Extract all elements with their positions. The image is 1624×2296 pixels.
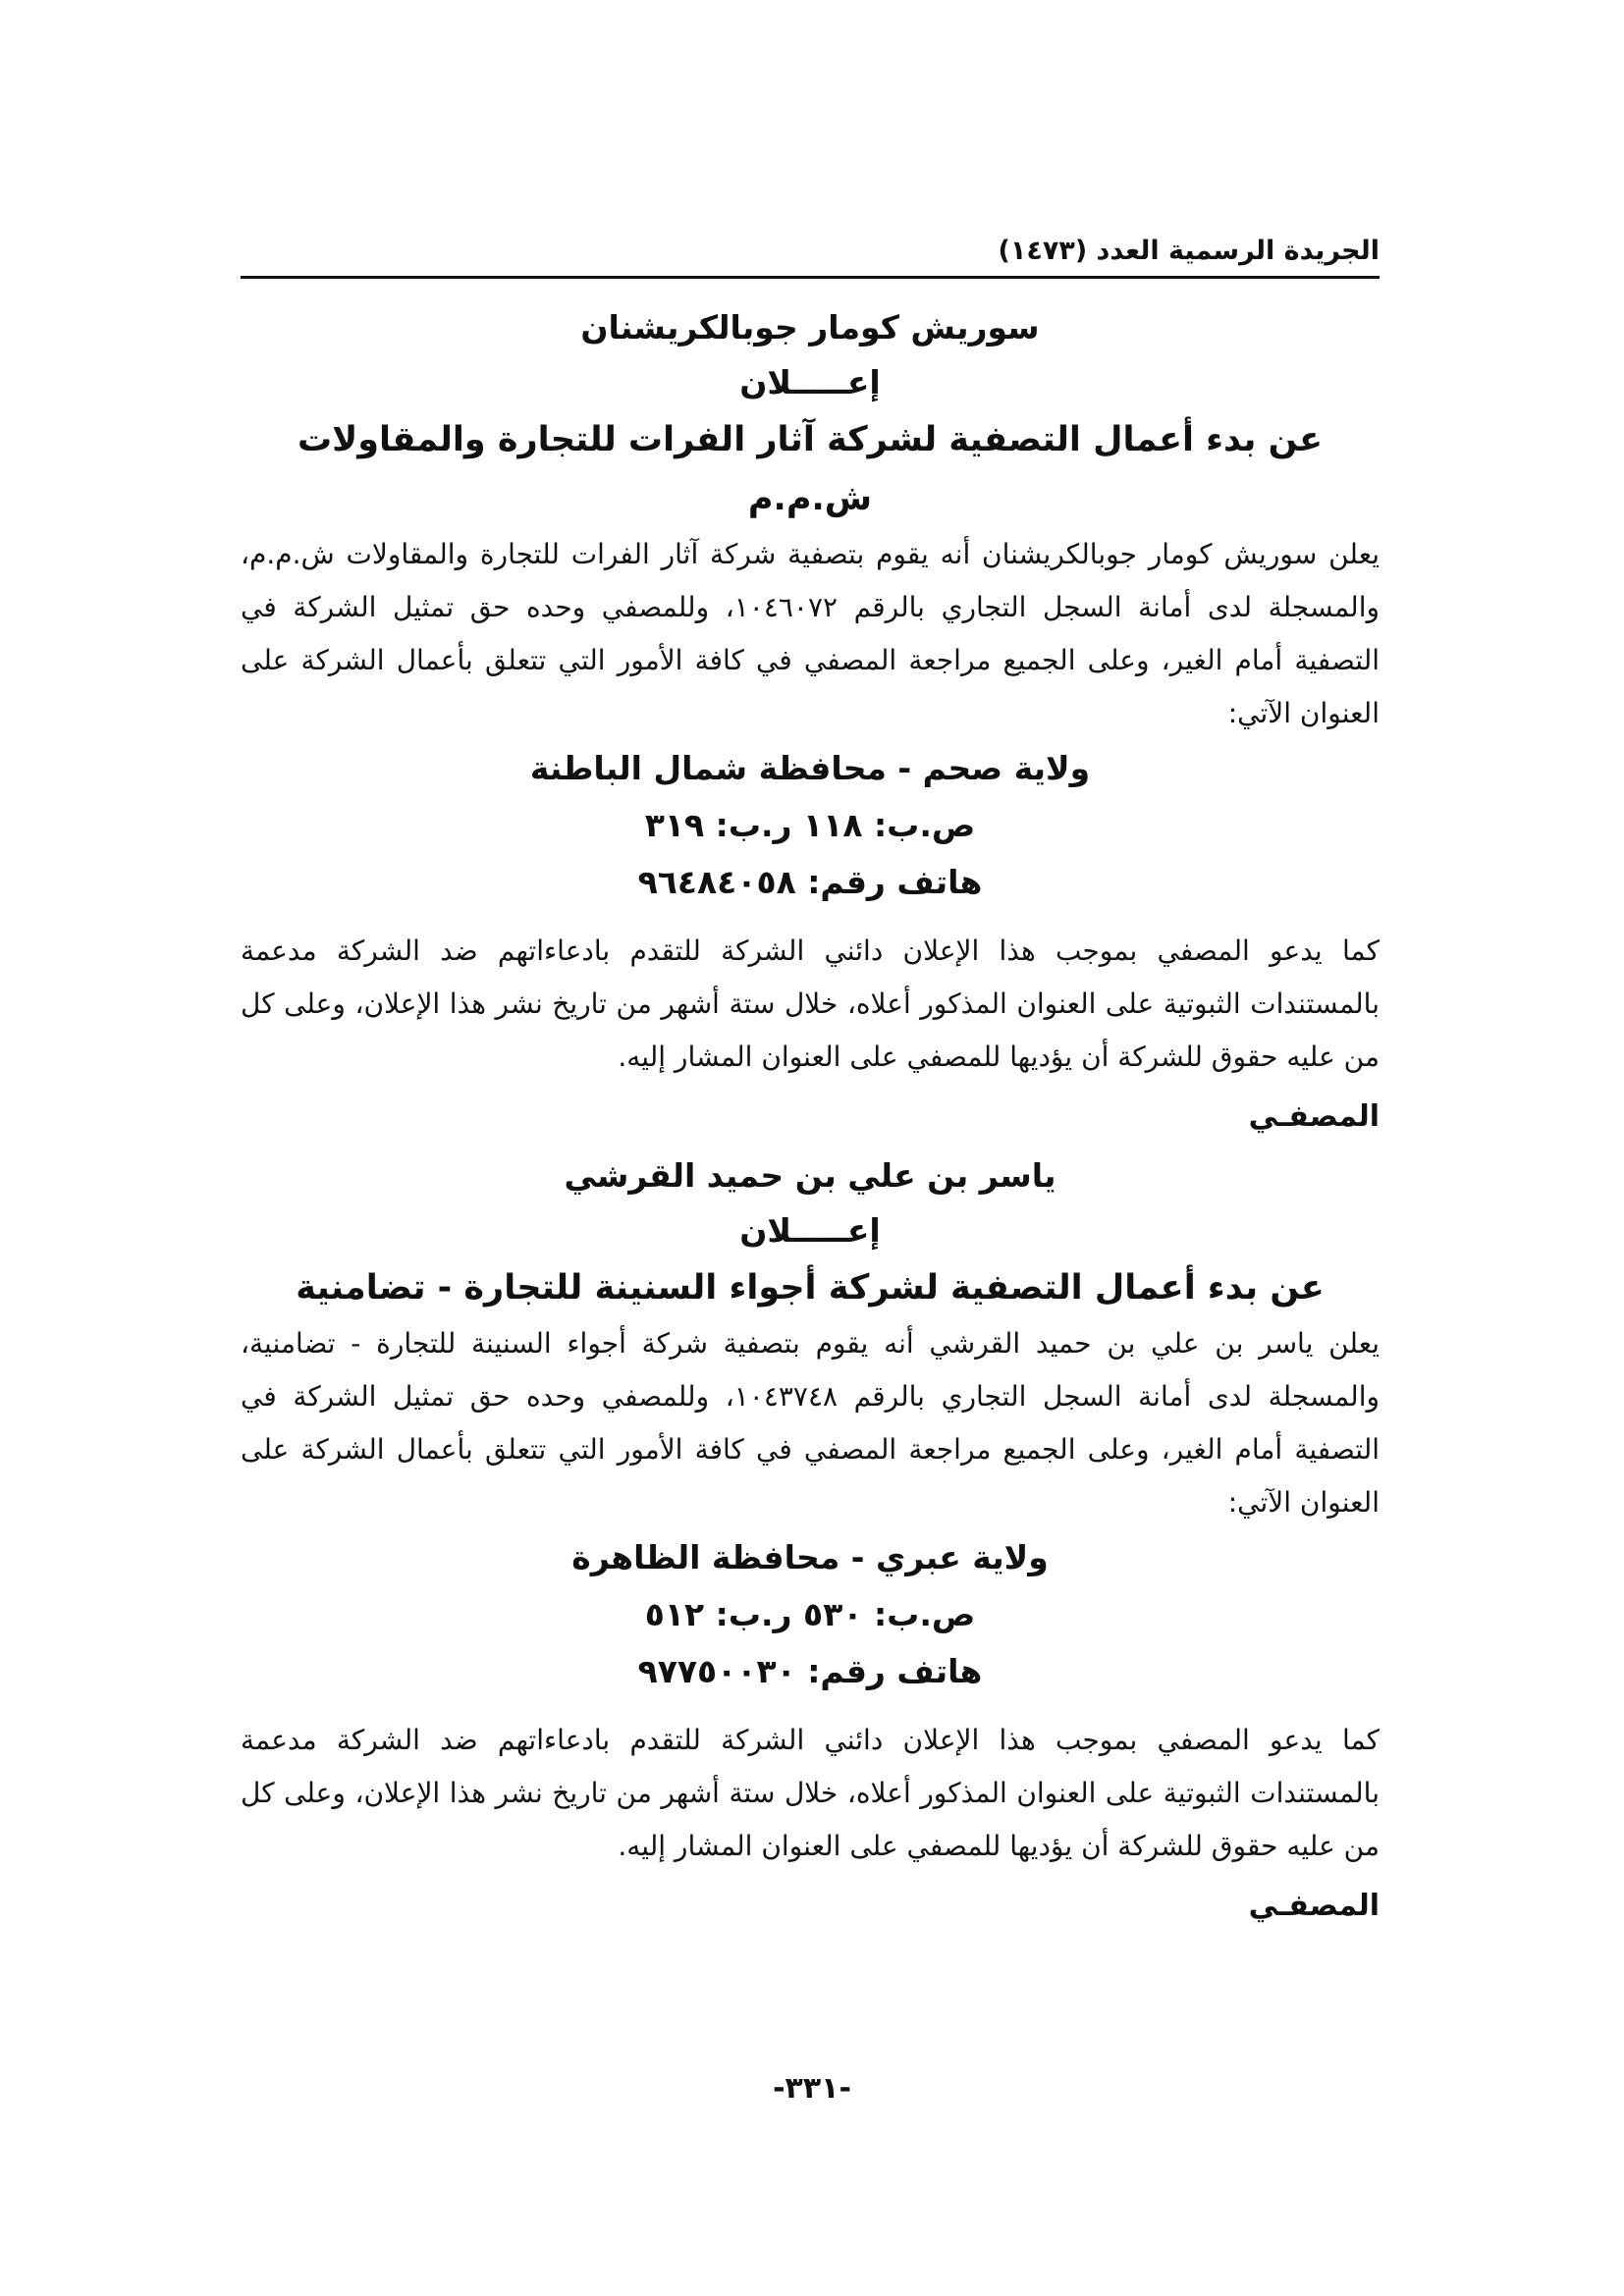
gazette-page (241, 236, 1380, 1938)
notice-closing: كما يدعو المصفي بموجب هذا الإعلان دائني الشركة للتقدم بادعاءاتهم ضد الشركة مدعمة بالمستندات الثبوتية على العنوان المذكور أعلاه، خلال ستة أشهر من تاريخ نشر هذا الإعلان، وعلى كل من عليه حقوق للشركة أن يؤديها للمصفي على العنوان المشار إليه. (241, 1724, 1380, 1862)
notice-body: يعلن سوريش كومار جوبالكريشنان أنه يقوم بتصفية شركة آثار الفرات للتجارة والمقاولات ش.م.م، والمسجلة لدى أمانة السجل التجاري بالرقم ١٠٤٦٠٧٢، وللمصفي وحده حق تمثيل الشركة في التصفية أمام الغير، وعلى الجميع مراجعة المصفي في كافة الأمور التي تتعلق بأعمال الشركة على العنوان الآتي: (241, 538, 1380, 729)
liquidator-name: ياسر بن علي بن حميد القرشي (564, 1156, 1056, 1195)
notice-address: ولاية عبري - محافظة الظاهرة (571, 1538, 1049, 1576)
notice-address: ولاية صحم - محافظة شمال الباطنة (529, 749, 1091, 787)
notice-phone: هاتف رقم: ٩٧٧٥٠٠٣٠ (637, 1652, 983, 1690)
notice-label: إعـــــلان (739, 1211, 881, 1250)
notice-po-box: ص.ب: ٥٣٠ ر.ب: ٥١٢ (644, 1595, 976, 1633)
notice-closing: كما يدعو المصفي بموجب هذا الإعلان دائني الشركة للتقدم بادعاءاتهم ضد الشركة مدعمة بالمستندات الثبوتية على العنوان المذكور أعلاه، خلال ستة أشهر من تاريخ نشر هذا الإعلان، وعلى كل من عليه حقوق للشركة أن يؤديها للمصفي على العنوان المشار إليه. (241, 934, 1380, 1073)
notice-body: يعلن ياسر بن علي بن حميد القرشي أنه يقوم بتصفية شركة أجواء السنينة للتجارة - تضامنية، والمسجلة لدى أمانة السجل التجاري بالرقم ١٠٤٣٧٤٨، وللمصفي وحده حق تمثيل الشركة في التصفية أمام الغير، وعلى الجميع مراجعة المصفي في كافة الأمور التي تتعلق بأعمال الشركة على العنوان الآتي: (241, 1327, 1380, 1519)
notice-subject: عن بدء أعمال التصفية لشركة أجواء السنينة للتجارة - تضامنية (296, 1268, 1325, 1308)
notice-signature: المصفـي (1248, 1099, 1380, 1134)
running-header: الجريدة الرسمية العدد (١٤٧٣) (241, 236, 1380, 279)
liquidation-notice-1 (241, 300, 1380, 1143)
notice-phone: هاتف رقم: ٩٦٤٨٤٠٥٨ (637, 863, 983, 901)
liquidation-notice-2 (241, 1148, 1380, 1932)
page-number: -٣٣١- (773, 2071, 851, 2106)
liquidator-name: سوريش كومار جوبالكريشنان (580, 308, 1040, 347)
notice-subject: عن بدء أعمال التصفية لشركة آثار الفرات للتجارة والمقاولات ش.م.م (297, 420, 1324, 518)
notice-label: إعـــــلان (739, 363, 881, 401)
notice-signature: المصفـي (1248, 1889, 1380, 1923)
notice-po-box: ص.ب: ١١٨ ر.ب: ٣١٩ (644, 806, 976, 844)
